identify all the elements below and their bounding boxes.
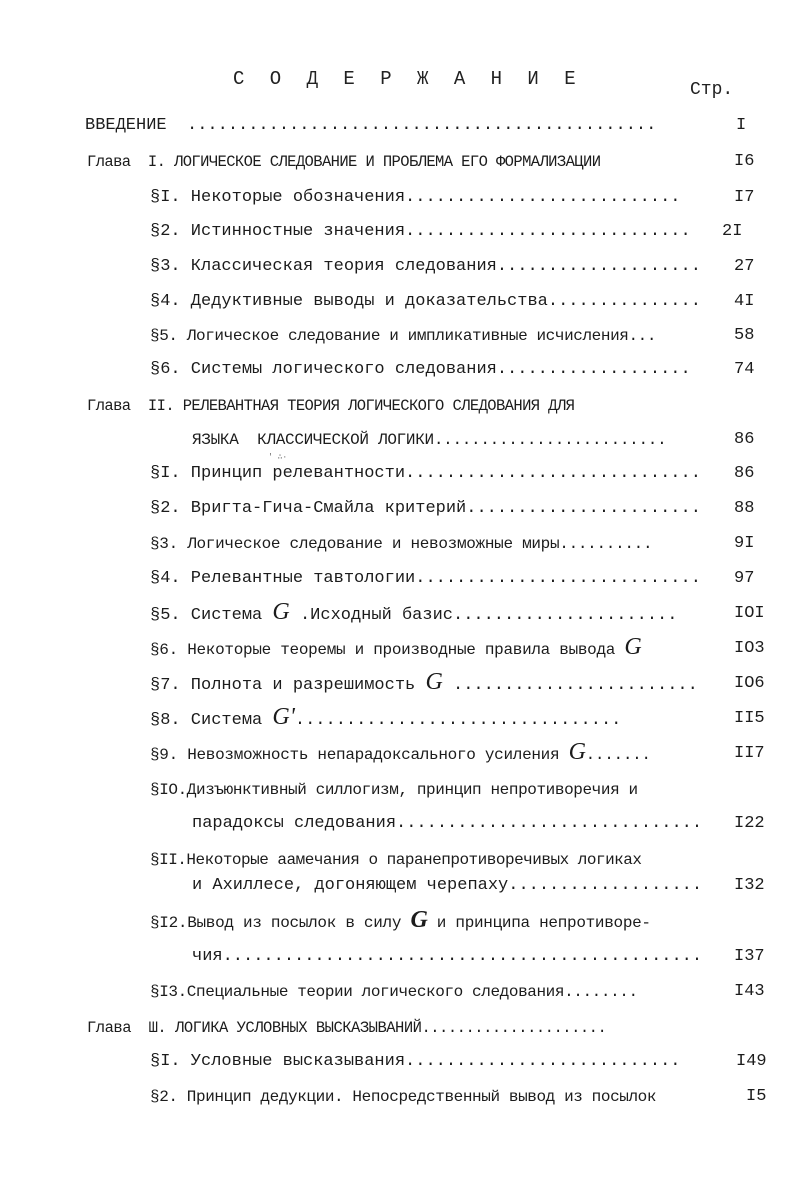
entry-text: §5. Логическое следование и импликативные исчисления...: [150, 327, 657, 345]
entry-page: 86: [734, 464, 755, 483]
toc-section: [150, 599, 780, 626]
entry-text: §2. Истинностные значения............................: [150, 222, 691, 241]
entry-text: §I. Условные высказывания...........................: [150, 1052, 681, 1071]
toc-chapter-2: [87, 394, 777, 418]
entry-text: §I3.Специальные теории логического следования........: [150, 983, 638, 1001]
entry-text: §4. Дедуктивные выводы и доказательства...............: [150, 292, 701, 311]
entry-page: 86: [734, 430, 755, 449]
toc-chapter-2-continued: [192, 428, 782, 452]
entry-page: 2I: [722, 222, 743, 241]
toc-entry-introduction: [85, 114, 775, 138]
toc-section: [150, 778, 780, 802]
toc-section: [150, 704, 780, 731]
entry-page: 4I: [734, 292, 755, 311]
toc-section: [150, 220, 780, 244]
system-g-symbol: G: [425, 669, 443, 695]
entry-text: чия...............................................: [192, 947, 703, 966]
toc-section: [150, 739, 780, 766]
entry-text: Глава I. ЛОГИЧЕСКОЕ СЛЕДОВАНИЕ И ПРОБЛЕМА ЕГО ФОРМАЛИЗАЦИИ: [87, 153, 601, 171]
entry-page: IO3: [734, 639, 765, 658]
entry-text: §2. Принцип дедукции. Непосредственный вывод из посылок: [150, 1088, 657, 1106]
system-g-symbol: G: [272, 599, 290, 625]
toc-section: [150, 848, 780, 872]
entry-text: §3. Классическая теория следования....................: [150, 257, 701, 276]
page-column-label: Стр.: [690, 80, 734, 100]
entry-text: §5. Система G .Исходный базис......................: [150, 599, 678, 625]
toc-section: [150, 567, 780, 591]
entry-page: 27: [734, 257, 755, 276]
toc-section: [150, 462, 780, 486]
entry-page: 58: [734, 326, 755, 345]
entry-text: §3. Логическое следование и невозможные миры..........: [150, 535, 653, 553]
entry-text: §4. Релевантные тавтологии............................: [150, 569, 701, 588]
scan-noise: ' ∴·: [268, 453, 288, 462]
entry-text: Глава II. РЕЛЕВАНТНАЯ ТЕОРИЯ ЛОГИЧЕСКОГО СЛЕДОВАНИЯ ДЛЯ: [87, 397, 575, 415]
entry-text: Глава Ш. ЛОГИКА УСЛОВНЫХ ВЫСКАЗЫВАНИЙ.....................: [87, 1019, 607, 1037]
toc-section: [150, 290, 780, 314]
entry-page: 88: [734, 499, 755, 518]
entry-page: I43: [734, 982, 765, 1001]
entry-text: ВВЕДЕНИЕ ..............................................: [85, 116, 657, 135]
page-title: С О Д Е Р Ж А Н И Е: [233, 68, 583, 90]
entry-text: §6. Системы логического следования...................: [150, 360, 691, 379]
toc-section: [150, 907, 780, 934]
entry-page: I49: [736, 1052, 767, 1071]
entry-text: §7. Полнота и разрешимость G ........................: [150, 669, 698, 695]
entry-text: §8. Система G'................................: [150, 704, 622, 730]
toc-chapter-1: [87, 150, 777, 174]
toc-section: [150, 358, 780, 382]
system-g-prime-symbol: G': [272, 704, 295, 730]
entry-text: ЯЗЫКА КЛАССИЧЕСКОЙ ЛОГИКИ.........................: [192, 431, 667, 449]
toc-section-continued: [192, 874, 782, 898]
toc-section: [150, 669, 780, 696]
entry-page: II5: [734, 709, 765, 728]
toc-section: [150, 1050, 795, 1074]
toc-section: [150, 186, 780, 210]
toc-section: [150, 324, 780, 348]
entry-page: 9I: [734, 534, 755, 553]
entry-page: 74: [734, 360, 755, 379]
toc-section: [150, 255, 780, 279]
toc-section: [150, 1085, 795, 1109]
entry-page: 97: [734, 569, 755, 588]
entry-text: §IO.Дизъюнктивный силлогизм, принцип непротиворечия и: [150, 781, 638, 799]
toc-section-continued: [192, 945, 782, 969]
system-g-symbol: G: [624, 634, 642, 660]
entry-page: I22: [734, 814, 765, 833]
entry-text: парадоксы следования..............................: [192, 814, 703, 833]
system-g-symbol: G: [568, 739, 586, 765]
entry-page: IOI: [734, 604, 765, 623]
entry-text: §I2.Вывод из посылок в силу G и принципа непротиворе-: [150, 907, 651, 933]
entry-page: I7: [734, 188, 755, 207]
toc-section: [150, 980, 780, 1004]
entry-text: §9. Невозможность непарадоксального усиления G.......: [150, 739, 651, 765]
entry-page: I6: [734, 152, 755, 171]
toc-chapter-3: [87, 1016, 787, 1040]
entry-page: I5: [746, 1087, 767, 1106]
entry-text: §2. Вригта-Гича-Смайла критерий.......................: [150, 499, 701, 518]
entry-page: I: [736, 116, 747, 135]
entry-text: §II.Некоторые аамечания о паранепротиворечивых логиках: [150, 851, 642, 869]
entry-text: §6. Некоторые теоремы и производные правила вывода G: [150, 634, 642, 660]
entry-page: I37: [734, 947, 765, 966]
entry-text: и Ахиллесе, догоняющем черепаху...................: [192, 876, 703, 895]
entry-page: II7: [734, 744, 765, 763]
system-g-symbol: G: [410, 907, 428, 933]
toc-section: [150, 532, 780, 556]
entry-page: I32: [734, 876, 765, 895]
toc-section: [150, 634, 780, 661]
toc-section: [150, 497, 780, 521]
entry-text: §I. Некоторые обозначения...........................: [150, 188, 681, 207]
entry-page: IO6: [734, 674, 765, 693]
entry-text: §I. Принцип релевантности.............................: [150, 464, 701, 483]
toc-section-continued: [192, 812, 782, 836]
